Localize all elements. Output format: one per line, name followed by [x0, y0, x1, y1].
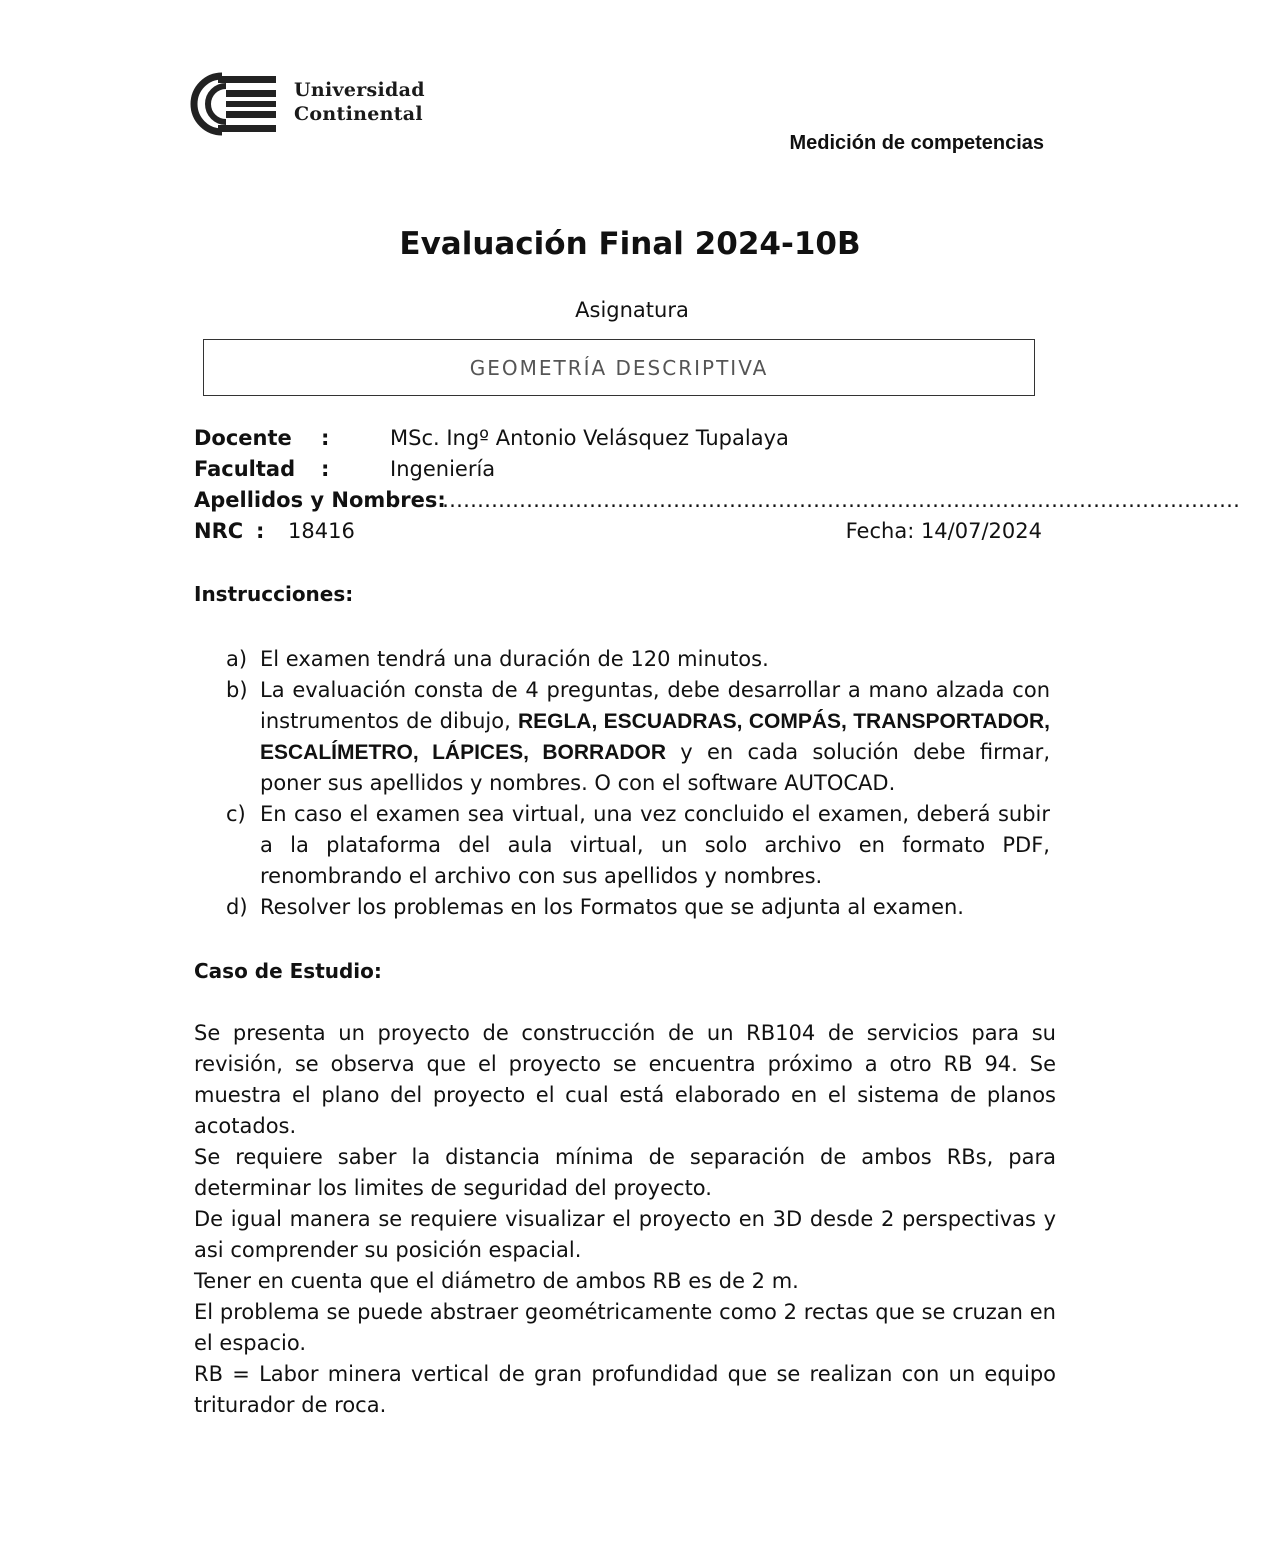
case-study-body [194, 1018, 1056, 1421]
docente-row [194, 423, 1044, 454]
apellidos-blank-line: …………………………………………………………………………………………………… [442, 488, 1240, 512]
instruction-marker: d) [226, 895, 248, 919]
case-paragraph: Se presenta un proyecto de construcción de un RB104 de servicios para su revisión, se observa que el proyecto se encuentra próximo a otro RB 94. Se muestra el plano del proyecto el cual está elaborado en el sistema de planos acotados. [194, 1021, 1056, 1138]
nrc-colon: : [256, 519, 265, 543]
instruction-tools-list: REGLA, ESCUADRAS, COMPÁS, TRANSPORTADOR, ESCALÍMETRO, LÁPICES, BORRADOR [260, 710, 1050, 764]
header-label: Medición de competencias [789, 132, 1044, 154]
instruction-item [226, 799, 1050, 892]
case-paragraph: El problema se puede abstraer geométricamente como 2 rectas que se cruzan en el espacio. [194, 1300, 1056, 1355]
instruction-text: La evaluación consta de 4 preguntas, debe desarrollar a mano alzada con instrumentos de dibujo, [260, 678, 1050, 733]
continental-logo-icon [188, 72, 280, 136]
instruction-text: En caso el examen sea virtual, una vez concluido el examen, deberá subir a la plataforma del aula virtual, un solo archivo en formato PDF, renombrando el archivo con sus apellidos y nombres. [260, 802, 1050, 888]
instruction-text: Resolver los problemas en los Formatos que se adjunta al examen. [260, 895, 964, 919]
nrc-label: NRC [194, 519, 244, 543]
university-logo [188, 72, 438, 136]
docente-colon: : [321, 426, 330, 450]
document-title: Evaluación Final 2024-10B [399, 226, 861, 262]
instruction-item [226, 892, 1050, 923]
case-study-title: Caso de Estudio: [194, 959, 382, 983]
instruction-text: El examen tendrá una duración de 120 minutos. [260, 647, 769, 671]
nrc-row [194, 516, 1044, 547]
case-paragraph: De igual manera se requiere visualizar el proyecto en 3D desde 2 perspectivas y asi comprender su posición espacial. [194, 1207, 1056, 1262]
nrc-value: 18416 [288, 519, 355, 543]
case-paragraph: Se requiere saber la distancia mínima de separación de ambos RBs, para determinar los limites de seguridad del proyecto. [194, 1145, 1056, 1200]
subject-name-box: GEOMETRÍA DESCRIPTIVA [203, 339, 1035, 396]
apellidos-row [194, 485, 1240, 516]
instruction-marker: b) [226, 678, 248, 702]
instructions-title: Instrucciones: [194, 582, 354, 606]
instruction-marker: a) [226, 647, 248, 671]
instruction-item [226, 675, 1050, 799]
facultad-label: Facultad [194, 457, 296, 481]
exam-date: Fecha: 14/07/2024 [845, 519, 1042, 543]
instruction-marker: c) [226, 802, 246, 826]
logo-line-2: Continental [294, 103, 423, 125]
facultad-colon: : [321, 457, 330, 481]
instructions-list [226, 644, 1050, 923]
facultad-value: Ingeniería [390, 457, 496, 481]
docente-label: Docente [194, 426, 292, 450]
case-paragraph: Tener en cuenta que el diámetro de ambos RB es de 2 m. [194, 1269, 799, 1293]
instruction-item [226, 644, 1050, 675]
logo-line-1: Universidad [294, 79, 425, 101]
instruction-text-cont: y en cada solución debe firmar, poner sus apellidos y nombres. O con el software AUTOCAD. [260, 740, 1050, 795]
case-paragraph: RB = Labor minera vertical de gran profundidad que se realizan con un equipo triturador de roca. [194, 1362, 1056, 1417]
docente-value: MSc. Ingº Antonio Velásquez Tupalaya [390, 426, 789, 450]
apellidos-label: Apellidos y Nombres: [194, 488, 446, 512]
facultad-row [194, 454, 1044, 485]
logo-wordmark [294, 78, 425, 126]
subject-caption: Asignatura [575, 298, 689, 322]
exam-metadata [194, 423, 1240, 547]
